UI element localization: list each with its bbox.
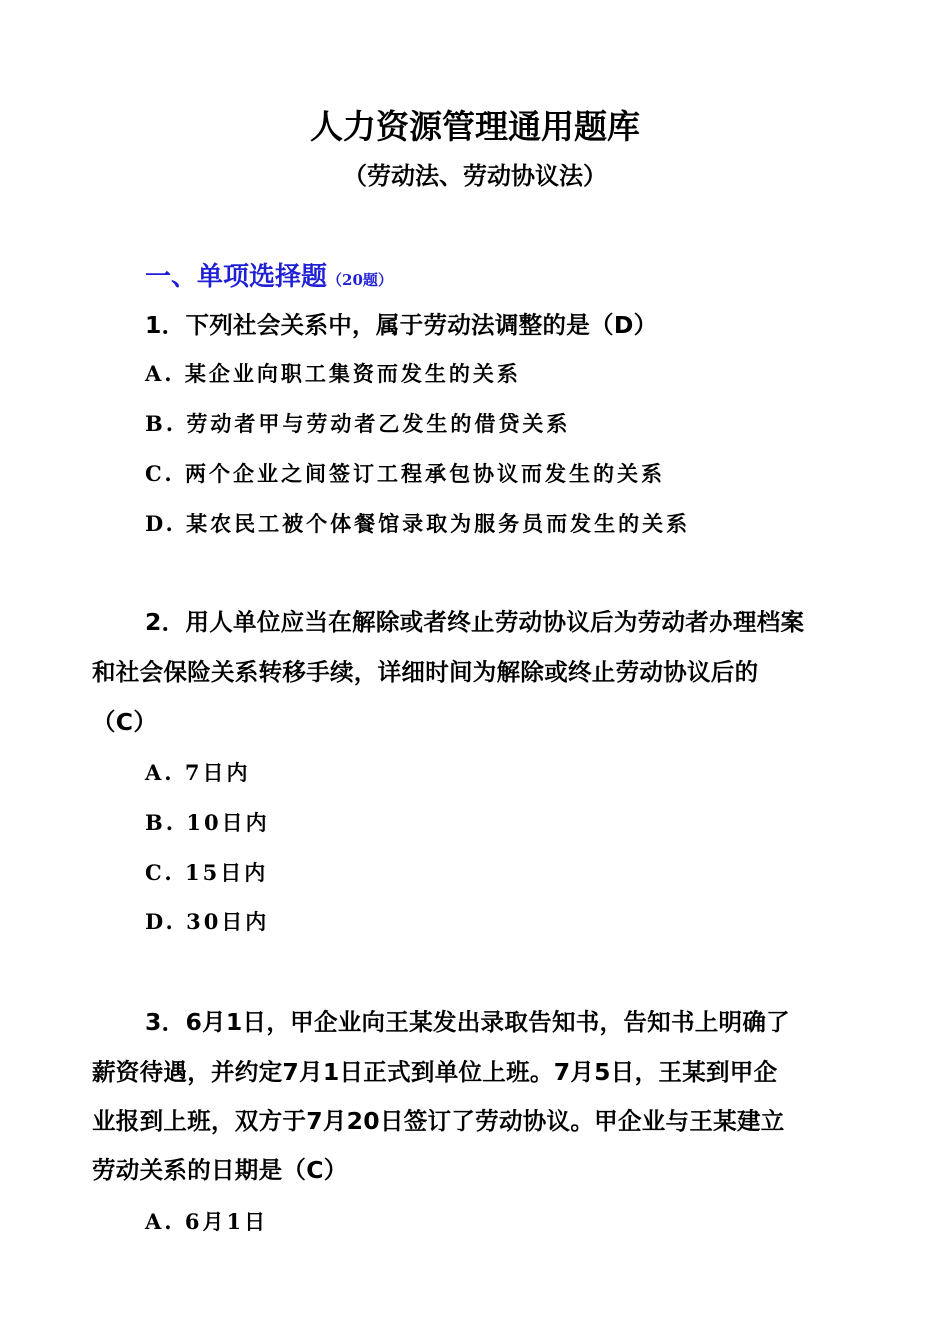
question-3-option-a: A. 6月1日 (145, 1209, 269, 1234)
section-question-count: （20题） (327, 271, 393, 289)
question-3-stem-line-4: 劳动关系的日期是（C） (92, 1156, 348, 1184)
question-2-stem-line-1: 2．用人单位应当在解除或者终止劳动协议后为劳动者办理档案 (145, 608, 805, 636)
question-2-option-c: C. 15日内 (145, 860, 269, 885)
section-heading-text: 一、单项选择题 (145, 262, 328, 292)
question-2-option-a: A. 7日内 (145, 760, 251, 785)
question-1-option-d: D. 某农民工被个体餐馆录取为服务员而发生的关系 (145, 511, 691, 536)
question-1-option-c: C. 两个企业之间签订工程承包协议而发生的关系 (145, 461, 665, 486)
document-title: 人力资源管理通用题库 (310, 107, 640, 146)
question-2-stem-line-3: （C） (92, 708, 158, 736)
question-1-option-a: A. 某企业向职工集资而发生的关系 (145, 361, 521, 386)
question-2-option-d: D. 30日内 (145, 909, 270, 934)
question-3-stem-line-3: 业报到上班，双方于7月20日签订了劳动协议。甲企业与王某建立 (92, 1107, 785, 1135)
question-3-stem-line-2: 薪资待遇，并约定7月1日正式到单位上班。7月5日，王某到甲企 (92, 1058, 778, 1086)
question-1-stem: 1．下列社会关系中，属于劳动法调整的是（D） (145, 311, 658, 339)
section-heading (145, 257, 393, 300)
document-subtitle: （劳动法、劳动协议法） (343, 162, 607, 190)
question-3-stem-line-1: 3．6月1日，甲企业向王某发出录取告知书，告知书上明确了 (145, 1008, 790, 1036)
question-1-option-b: B. 劳动者甲与劳动者乙发生的借贷关系 (145, 411, 571, 436)
question-2-option-b: B. 10日内 (145, 810, 270, 835)
question-2-stem-line-2: 和社会保险关系转移手续，详细时间为解除或终止劳动协议后的 (92, 658, 759, 686)
